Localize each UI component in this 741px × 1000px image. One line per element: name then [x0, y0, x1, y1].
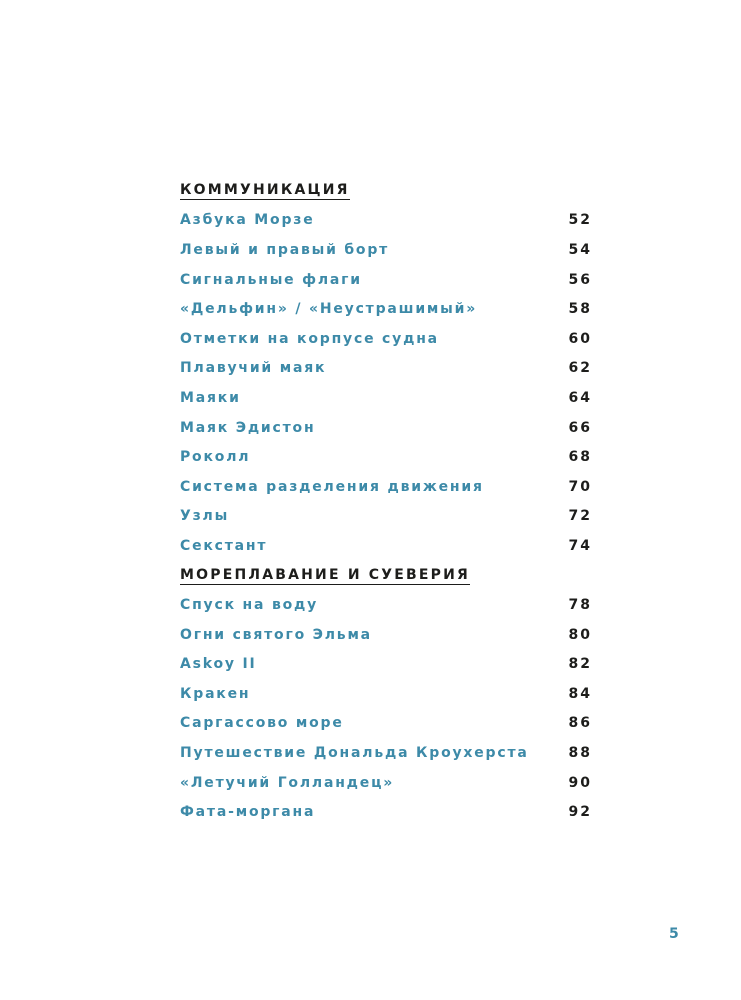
- toc-entry-page: 90: [568, 774, 592, 791]
- toc-entry[interactable]: [180, 797, 590, 827]
- toc-entry[interactable]: [180, 620, 590, 650]
- toc-entry-page: 72: [568, 508, 592, 525]
- toc-entry[interactable]: [180, 354, 590, 384]
- toc-entry[interactable]: [180, 235, 590, 265]
- toc-entry-page: 86: [568, 715, 592, 732]
- toc-entry[interactable]: [180, 531, 590, 561]
- toc-entry-page: 56: [568, 271, 592, 288]
- toc-entry-title: «Летучий Голландец»: [180, 774, 395, 791]
- toc-entry-page: 60: [568, 330, 592, 347]
- toc-entry[interactable]: [180, 738, 590, 768]
- toc-entry[interactable]: [180, 472, 590, 502]
- table-of-contents: [180, 176, 590, 827]
- toc-entry-title: Кракен: [180, 685, 251, 702]
- toc-entry-title: Отметки на корпусе судна: [180, 330, 439, 347]
- toc-entry-title: Сигнальные флаги: [180, 271, 362, 288]
- toc-entry-page: 68: [568, 449, 592, 466]
- toc-entry-page: 82: [568, 656, 592, 673]
- toc-entry-title: Спуск на воду: [180, 597, 319, 614]
- toc-entry-page: 58: [568, 301, 592, 318]
- section-heading-communication: КОММУНИКАЦИЯ: [180, 182, 350, 198]
- toc-entry-page: 66: [568, 419, 592, 436]
- toc-entry[interactable]: [180, 590, 590, 620]
- toc-entry[interactable]: [180, 265, 590, 295]
- toc-entry-page: 52: [568, 212, 592, 229]
- toc-entry[interactable]: [180, 324, 590, 354]
- toc-entry-title: Система разделения движения: [180, 478, 484, 495]
- section-heading-seafaring: МОРЕПЛАВАНИЕ И СУЕВЕРИЯ: [180, 566, 471, 583]
- toc-entry-title: Фата-моргана: [180, 804, 316, 821]
- toc-entry[interactable]: [180, 383, 590, 413]
- toc-entry[interactable]: [180, 206, 590, 236]
- toc-entry[interactable]: [180, 413, 590, 443]
- toc-entry-title: Левый и правый борт: [180, 241, 390, 258]
- toc-entry[interactable]: [180, 650, 590, 680]
- toc-entry-page: 54: [568, 241, 592, 258]
- toc-entry-page: 74: [568, 537, 592, 554]
- toc-entry-page: 62: [568, 360, 592, 377]
- toc-entry[interactable]: [180, 679, 590, 709]
- page-number: 5: [669, 926, 679, 942]
- toc-entry[interactable]: [180, 768, 590, 798]
- toc-entry-title: «Дельфин» / «Неустрашимый»: [180, 301, 478, 318]
- toc-entry-page: 92: [568, 804, 592, 821]
- toc-entry-title: Askoy II: [180, 656, 257, 673]
- toc-entry-title: Узлы: [180, 508, 230, 525]
- toc-entry-page: 70: [568, 478, 592, 495]
- toc-entry-page: 80: [568, 626, 592, 643]
- toc-entry-title: Саргассово море: [180, 715, 344, 732]
- toc-entry-title: Плавучий маяк: [180, 360, 327, 377]
- toc-entry-title: Маяк Эдистон: [180, 419, 316, 436]
- toc-entry-title: Азбука Морзе: [180, 212, 315, 229]
- toc-entry[interactable]: [180, 294, 590, 324]
- toc-entry[interactable]: [180, 709, 590, 739]
- toc-entry-page: 64: [568, 389, 592, 406]
- toc-entry[interactable]: [180, 502, 590, 532]
- toc-entry-title: Секстант: [180, 537, 268, 554]
- toc-entry-page: 84: [568, 685, 592, 702]
- toc-entry-title: Огни святого Эльма: [180, 626, 372, 643]
- toc-entry-title: Маяки: [180, 389, 241, 406]
- toc-entry-page: 78: [568, 597, 592, 614]
- toc-entry[interactable]: [180, 442, 590, 472]
- toc-entry-page: 88: [568, 745, 592, 762]
- toc-entry-title: Путешествие Дональда Кроухерста: [180, 745, 529, 762]
- toc-entry-title: Роколл: [180, 449, 251, 466]
